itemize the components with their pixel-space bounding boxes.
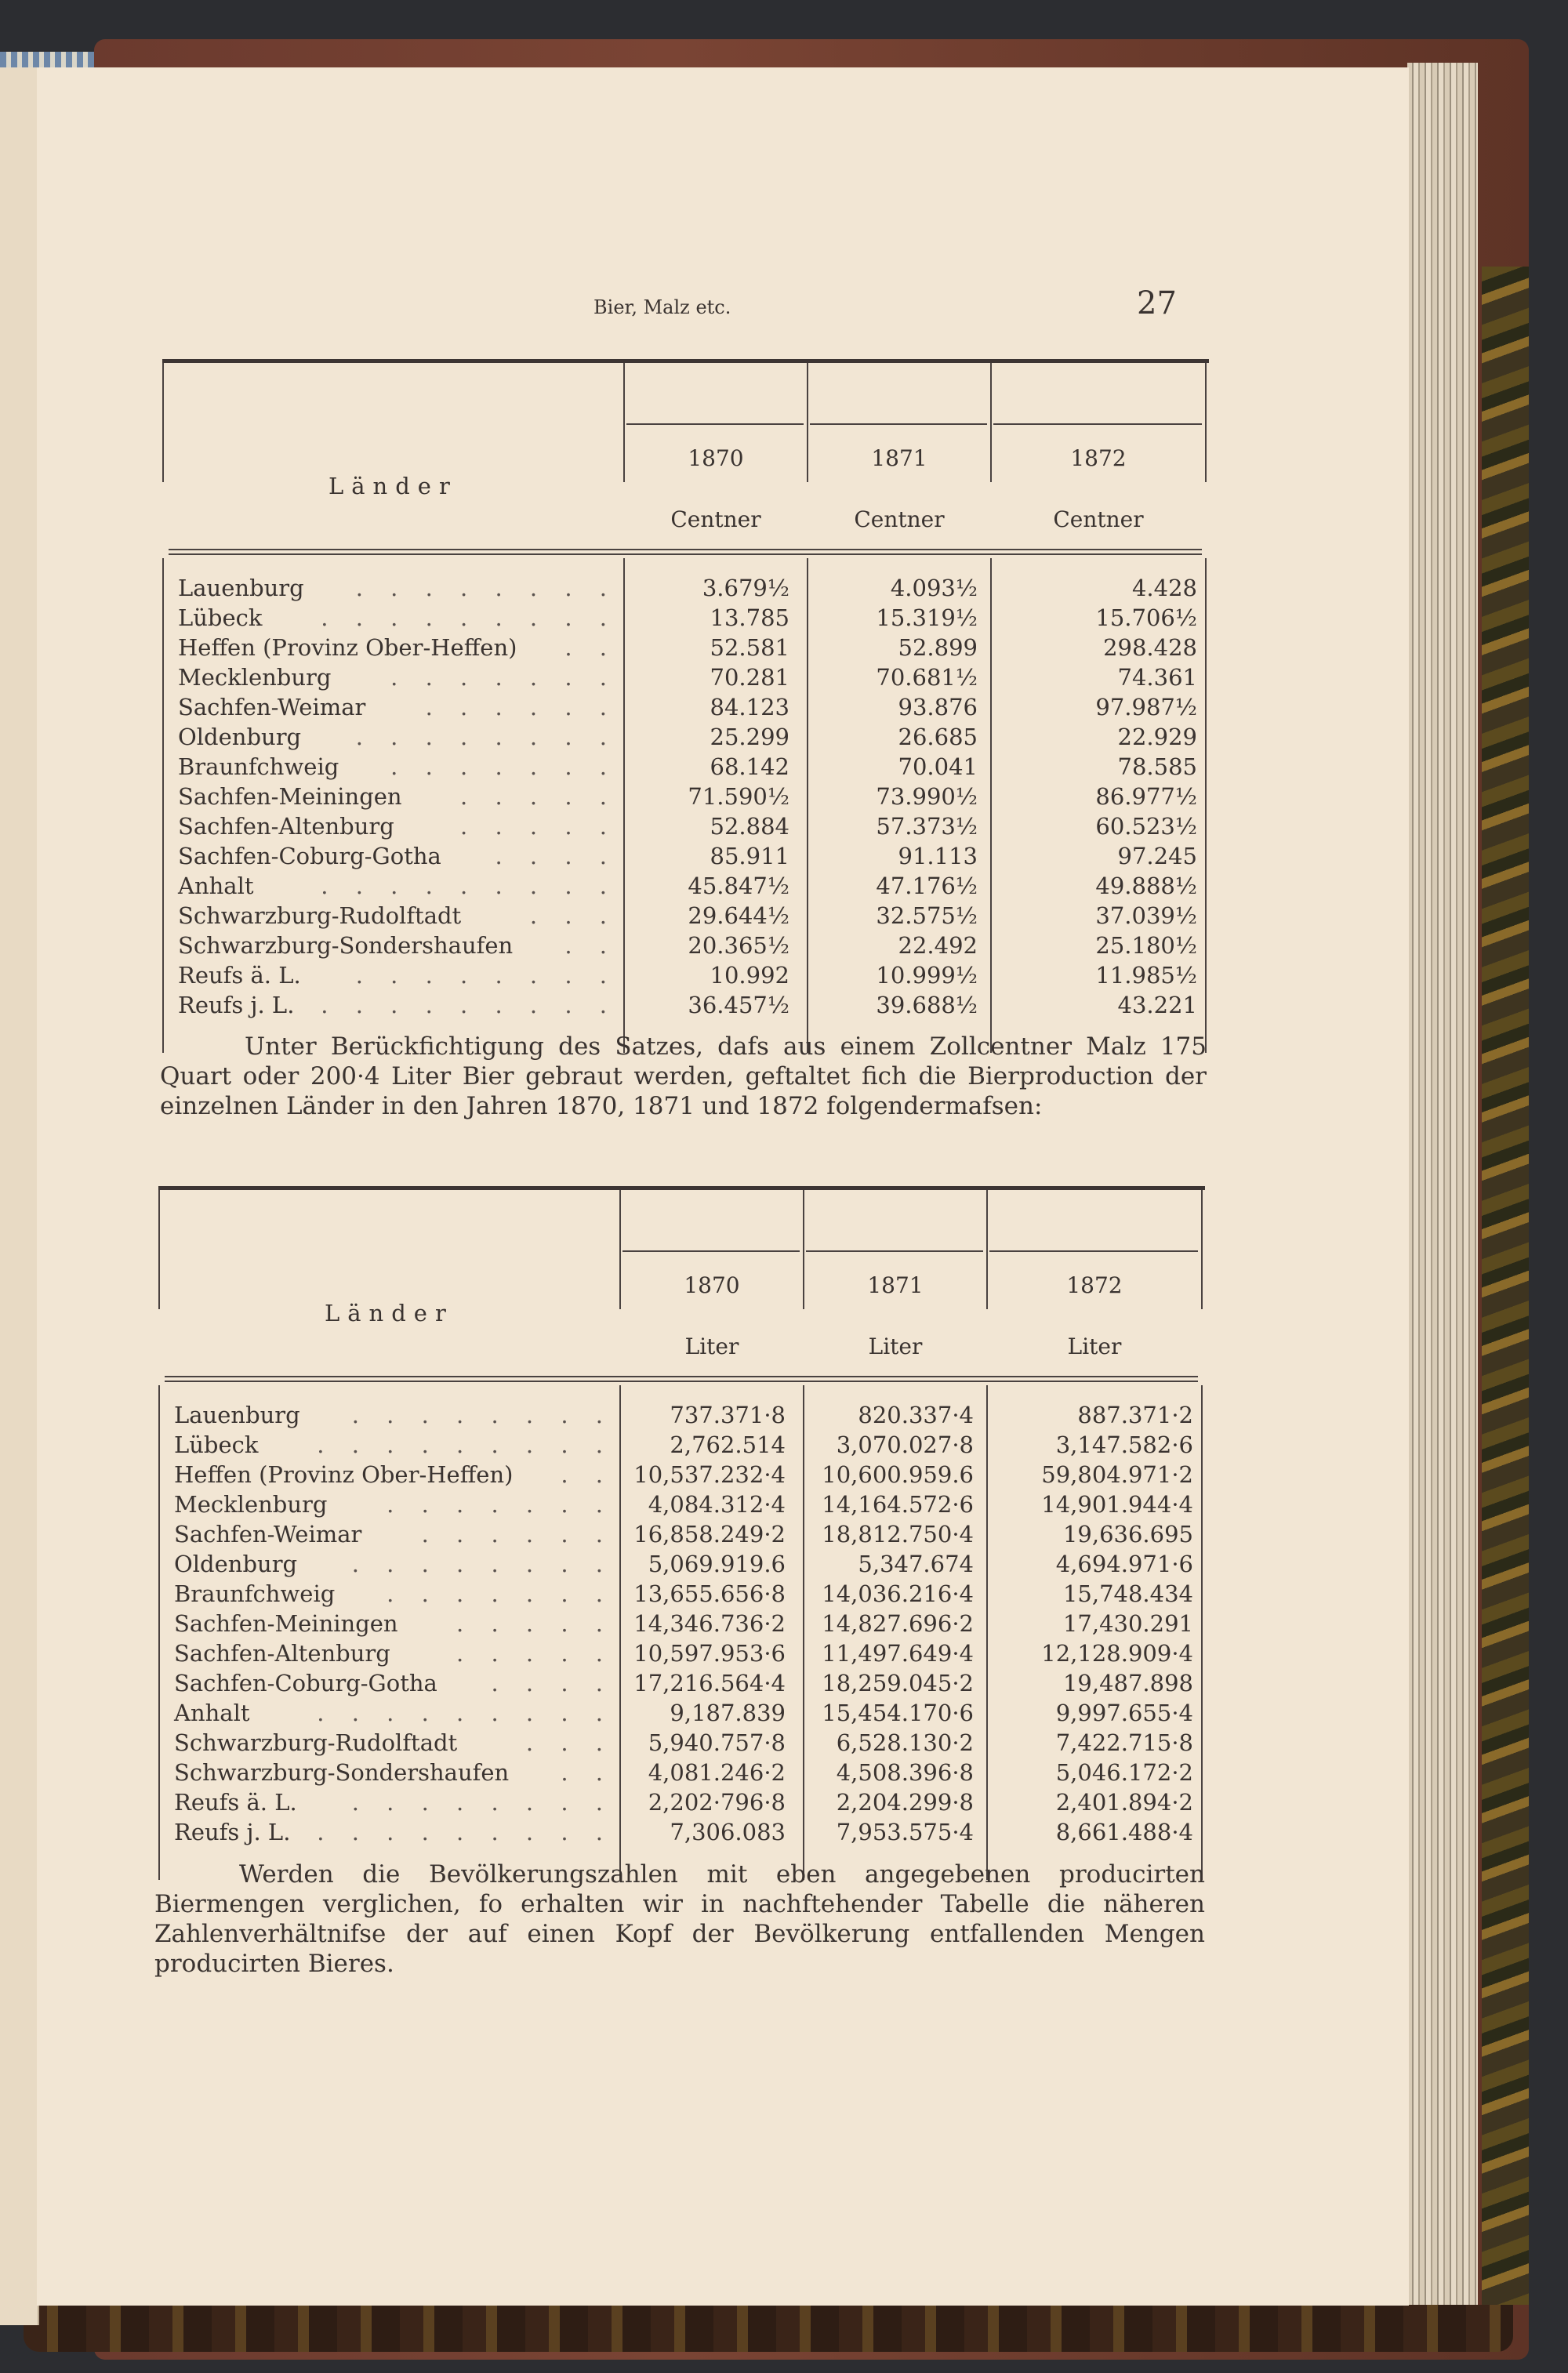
value-1871: 10,600.959.6: [822, 1461, 974, 1488]
header-double-rule: [169, 553, 1202, 555]
leader-dots: . . . . . . . .: [355, 575, 617, 601]
value-1871: 57.373½: [876, 813, 978, 840]
value-1870: 68.142: [710, 753, 789, 780]
leader-dots: . . . . . . . . .: [321, 992, 617, 1018]
value-1872: 14,901.944·4: [1041, 1491, 1193, 1518]
country-name: Lübeck: [178, 604, 263, 631]
table-row: [162, 843, 1209, 873]
country-name: Heffen (Provinz Ober-Heffen): [174, 1461, 514, 1488]
table-row: [158, 1789, 1205, 1819]
country-name: Reufs j. L.: [174, 1819, 291, 1845]
border-right: [1201, 1190, 1203, 1309]
value-1871: 93.876: [898, 694, 978, 720]
unit-1870: Centner: [670, 506, 761, 532]
border-left: [162, 363, 164, 482]
paragraph-production-rate: [160, 1032, 1207, 1121]
leader-dots: . . . . . . .: [387, 1580, 613, 1607]
country-name: Anhalt: [174, 1700, 250, 1726]
leader-dots: . .: [561, 1759, 613, 1786]
value-1871: 18,812.750·4: [822, 1521, 974, 1548]
unit-1872: Centner: [1053, 506, 1144, 532]
value-1870: 13,655.656·8: [633, 1580, 786, 1607]
value-1872: 12,128.909·4: [1041, 1640, 1193, 1667]
leader-dots: . . . . . . . .: [355, 724, 617, 750]
value-1870: 84.123: [710, 694, 789, 720]
value-1871: 47.176½: [876, 873, 978, 899]
value-1871: 52.899: [898, 634, 978, 661]
value-1871: 6,528.130·2: [836, 1729, 974, 1756]
table-row: [158, 1729, 1205, 1759]
country-name: Mecklenburg: [174, 1491, 328, 1518]
leader-dots: . . . . . . . .: [351, 1402, 613, 1428]
leader-dots: . . .: [529, 902, 617, 929]
value-1872: 2,401.894·2: [1055, 1789, 1193, 1816]
country-name: Reufs ä. L.: [174, 1789, 297, 1816]
value-1872: 15.706½: [1095, 604, 1197, 631]
leader-dots: . . . . .: [456, 1640, 613, 1667]
book-spine-bottom: [24, 2305, 1513, 2352]
value-1872: 19,636.695: [1062, 1521, 1193, 1548]
value-1870: 3.679½: [702, 575, 789, 601]
country-name: Reufs ä. L.: [178, 962, 301, 989]
table-row: [158, 1461, 1205, 1491]
value-1870: 4,081.246·2: [648, 1759, 786, 1786]
col-divider: [986, 1190, 988, 1309]
table-row: [162, 694, 1209, 724]
value-1872: 37.039½: [1095, 902, 1197, 929]
header-underline: [622, 1250, 800, 1252]
top-rule: [158, 1186, 1205, 1190]
table-row: [158, 1551, 1205, 1580]
table-row: [158, 1670, 1205, 1700]
leader-dots: . . . . . . . . .: [317, 1819, 613, 1845]
value-1871: 22.492: [898, 932, 978, 959]
table-row: [162, 873, 1209, 902]
value-1870: 16,858.249·2: [633, 1521, 786, 1548]
value-1871: 4,508.396·8: [836, 1759, 974, 1786]
value-1870: 10.992: [710, 962, 789, 989]
country-name: Sachfen-Meiningen: [178, 783, 402, 810]
paragraph-text: Unter Berückfichtigung des Satzes, dafs aus einem Zollcentner Malz 175 Quart oder 200·4 Liter Bier gebraut werden, geftaltet fich die Bierproduction der einzelnen Länder in den Jahren 1870, 1871 und 1872 folgendermafsen:: [160, 1032, 1207, 1120]
leader-dots: . . . .: [491, 1670, 613, 1696]
leader-dots: . . . . . . .: [390, 664, 617, 691]
leader-dots: . . . . . . . .: [351, 1551, 613, 1577]
leader-dots: . . . . . . .: [387, 1491, 613, 1518]
leader-dots: . . . . . . . .: [351, 1789, 613, 1816]
value-1872: 60.523½: [1095, 813, 1197, 840]
border-left: [158, 1190, 160, 1309]
unit-1871: Centner: [854, 506, 945, 532]
leader-dots: . .: [564, 932, 617, 959]
value-1870: 5,069.919.6: [648, 1551, 786, 1577]
value-1870: 4,084.312·4: [648, 1491, 786, 1518]
value-1872: 11.985½: [1095, 962, 1197, 989]
leader-dots: . . . . . . . . .: [321, 604, 617, 631]
value-1871: 15,454.170·6: [822, 1700, 974, 1726]
value-1872: 19,487.898: [1062, 1670, 1193, 1696]
table-row: [162, 634, 1209, 664]
header-double-rule: [165, 1376, 1198, 1377]
table-row: [158, 1640, 1205, 1670]
value-1872: 25.180½: [1095, 932, 1197, 959]
value-1872: 15,748.434: [1062, 1580, 1193, 1607]
country-name: Anhalt: [178, 873, 254, 899]
header-countries: Länder: [325, 1300, 454, 1326]
header-double-rule: [169, 549, 1202, 550]
country-name: Oldenburg: [178, 724, 302, 750]
value-1872: 4.428: [1131, 575, 1197, 601]
leader-dots: . . . . . . . . .: [317, 1431, 613, 1458]
value-1872: 3,147.582·6: [1055, 1431, 1193, 1458]
value-1872: 49.888½: [1095, 873, 1197, 899]
table-row: [162, 813, 1209, 843]
year-1871: 1871: [871, 445, 927, 471]
country-name: Lauenburg: [174, 1402, 300, 1428]
value-1872: 7,422.715·8: [1055, 1729, 1193, 1756]
leader-dots: . . . .: [495, 843, 617, 869]
country-name: Reufs j. L.: [178, 992, 295, 1018]
country-name: Heffen (Provinz Ober-Heffen): [178, 634, 517, 661]
leader-dots: . . . . .: [460, 783, 617, 810]
country-name: Sachfen-Altenburg: [178, 813, 394, 840]
col-divider: [619, 1190, 621, 1309]
value-1872: 59,804.971·2: [1041, 1461, 1193, 1488]
leader-dots: . .: [564, 634, 617, 661]
table-row: [158, 1610, 1205, 1640]
country-name: Schwarzburg-Rudolftadt: [178, 902, 462, 929]
table-row: [158, 1402, 1205, 1431]
value-1870: 7,306.083: [670, 1819, 786, 1845]
country-name: Mecklenburg: [178, 664, 332, 691]
leader-dots: . . . . .: [456, 1610, 613, 1637]
value-1872: 887.371·2: [1077, 1402, 1193, 1428]
table-row: [162, 664, 1209, 694]
country-name: Sachfen-Weimar: [178, 694, 366, 720]
value-1870: 14,346.736·2: [633, 1610, 786, 1637]
value-1872: 4,694.971·6: [1055, 1551, 1193, 1577]
value-1870: 13.785: [710, 604, 789, 631]
value-1870: 2,762.514: [670, 1431, 786, 1458]
table-row: [162, 753, 1209, 783]
page-number: 27: [1137, 285, 1177, 321]
col-divider: [803, 1190, 804, 1309]
country-name: Sachfen-Coburg-Gotha: [178, 843, 441, 869]
value-1872: 17,430.291: [1062, 1610, 1193, 1637]
value-1870: 737.371·8: [670, 1402, 786, 1428]
year-1872: 1872: [1070, 445, 1127, 471]
country-name: Lübeck: [174, 1431, 259, 1458]
country-name: Schwarzburg-Sondershaufen: [178, 932, 514, 959]
country-name: Braunfchweig: [178, 753, 339, 780]
top-rule: [162, 359, 1209, 363]
value-1872: 298.428: [1103, 634, 1197, 661]
table-row: [162, 932, 1209, 962]
leader-dots: . . . . .: [460, 813, 617, 840]
table-liter: [158, 1186, 1205, 1884]
value-1870: 10,537.232·4: [633, 1461, 786, 1488]
page-stack-edges: [1407, 63, 1478, 2305]
value-1870: 85.911: [710, 843, 789, 869]
value-1870: 20.365½: [688, 932, 789, 959]
value-1871: 7,953.575·4: [836, 1819, 974, 1845]
value-1871: 14,036.216·4: [822, 1580, 974, 1607]
country-name: Lauenburg: [178, 575, 304, 601]
value-1871: 14,827.696·2: [822, 1610, 974, 1637]
table-centner: [162, 359, 1209, 1057]
value-1871: 32.575½: [876, 902, 978, 929]
table-row: [158, 1491, 1205, 1521]
header-countries: Länder: [328, 473, 458, 499]
previous-page-edge: [0, 67, 39, 2325]
value-1871: 91.113: [898, 843, 978, 869]
country-name: Sachfen-Coburg-Gotha: [174, 1670, 437, 1696]
value-1871: 39.688½: [876, 992, 978, 1018]
paragraph-text: Werden die Bevölkerungszahlen mit eben angegebenen producirten Biermengen verglichen, fo erhalten wir in nachftehender Tabelle die näheren Zahlenverhältnifse der auf einen Kopf der Bevölkerung entfallenden Mengen producirten Bieres.: [154, 1860, 1205, 1978]
running-head: Bier, Malz etc.: [593, 296, 731, 318]
value-1871: 5,347.674: [858, 1551, 974, 1577]
value-1870: 71.590½: [688, 783, 789, 810]
value-1872: 74.361: [1117, 664, 1197, 691]
table-row: [162, 992, 1209, 1021]
value-1872: 97.245: [1117, 843, 1197, 869]
header-underline: [989, 1250, 1198, 1252]
value-1871: 820.337·4: [858, 1402, 974, 1428]
unit-1871: Liter: [868, 1333, 923, 1359]
value-1872: 9,997.655·4: [1055, 1700, 1193, 1726]
value-1872: 5,046.172·2: [1055, 1759, 1193, 1786]
unit-1872: Liter: [1067, 1333, 1122, 1359]
table-row: [158, 1580, 1205, 1610]
value-1871: 18,259.045·2: [822, 1670, 974, 1696]
value-1870: 52.884: [710, 813, 789, 840]
country-name: Sachfen-Meiningen: [174, 1610, 398, 1637]
value-1872: 78.585: [1117, 753, 1197, 780]
value-1870: 25.299: [710, 724, 789, 750]
table-row: [158, 1431, 1205, 1461]
value-1870: 2,202·796·8: [648, 1789, 786, 1816]
leader-dots: . .: [561, 1461, 613, 1488]
book-page: [37, 67, 1409, 2306]
leader-dots: . . .: [525, 1729, 613, 1756]
year-1870: 1870: [684, 1272, 740, 1298]
country-name: Braunfchweig: [174, 1580, 336, 1607]
value-1871: 26.685: [898, 724, 978, 750]
year-1871: 1871: [867, 1272, 924, 1298]
value-1871: 15.319½: [876, 604, 978, 631]
value-1871: 70.041: [898, 753, 978, 780]
table-row: [162, 783, 1209, 813]
border-right: [1205, 363, 1207, 482]
header-underline: [806, 1250, 983, 1252]
value-1871: 70.681½: [876, 664, 978, 691]
leader-dots: . . . . . . . .: [355, 962, 617, 989]
header-underline: [626, 423, 804, 425]
value-1871: 14,164.572·6: [822, 1491, 974, 1518]
value-1870: 70.281: [710, 664, 789, 691]
country-name: Sachfen-Altenburg: [174, 1640, 390, 1667]
marbled-cover-edge: [1482, 267, 1529, 2305]
header-underline: [993, 423, 1202, 425]
value-1871: 2,204.299·8: [836, 1789, 974, 1816]
year-1870: 1870: [688, 445, 744, 471]
value-1870: 9,187.839: [670, 1700, 786, 1726]
table-row: [162, 962, 1209, 992]
value-1871: 3,070.027·8: [836, 1431, 974, 1458]
value-1871: 10.999½: [876, 962, 978, 989]
table-row: [158, 1759, 1205, 1789]
table-row: [162, 575, 1209, 604]
leader-dots: . . . . . .: [421, 1521, 613, 1548]
value-1871: 4.093½: [890, 575, 978, 601]
table-row: [162, 724, 1209, 753]
value-1872: 86.977½: [1095, 783, 1197, 810]
value-1870: 29.644½: [688, 902, 789, 929]
header-double-rule: [165, 1381, 1198, 1382]
value-1872: 43.221: [1117, 992, 1197, 1018]
country-name: Sachfen-Weimar: [174, 1521, 362, 1548]
table-row: [158, 1521, 1205, 1551]
unit-1870: Liter: [684, 1333, 739, 1359]
leader-dots: . . . . . . .: [390, 753, 617, 780]
table-row: [158, 1700, 1205, 1729]
value-1871: 11,497.649·4: [822, 1640, 974, 1667]
year-1872: 1872: [1066, 1272, 1123, 1298]
value-1870: 5,940.757·8: [648, 1729, 786, 1756]
value-1870: 36.457½: [688, 992, 789, 1018]
value-1870: 52.581: [710, 634, 789, 661]
table-row: [162, 604, 1209, 634]
leader-dots: . . . . . . . . .: [321, 873, 617, 899]
value-1871: 73.990½: [876, 783, 978, 810]
value-1870: 45.847½: [688, 873, 789, 899]
table-row: [162, 902, 1209, 932]
leader-dots: . . . . . .: [425, 694, 617, 720]
country-name: Oldenburg: [174, 1551, 298, 1577]
value-1870: 17,216.564·4: [633, 1670, 786, 1696]
value-1872: 22.929: [1117, 724, 1197, 750]
header-underline: [810, 423, 987, 425]
value-1870: 10,597.953·6: [633, 1640, 786, 1667]
value-1872: 8,661.488·4: [1055, 1819, 1193, 1845]
paragraph-population: [154, 1860, 1205, 1979]
country-name: Schwarzburg-Rudolftadt: [174, 1729, 458, 1756]
value-1872: 97.987½: [1095, 694, 1197, 720]
country-name: Schwarzburg-Sondershaufen: [174, 1759, 510, 1786]
leader-dots: . . . . . . . . .: [317, 1700, 613, 1726]
table-row: [158, 1819, 1205, 1849]
